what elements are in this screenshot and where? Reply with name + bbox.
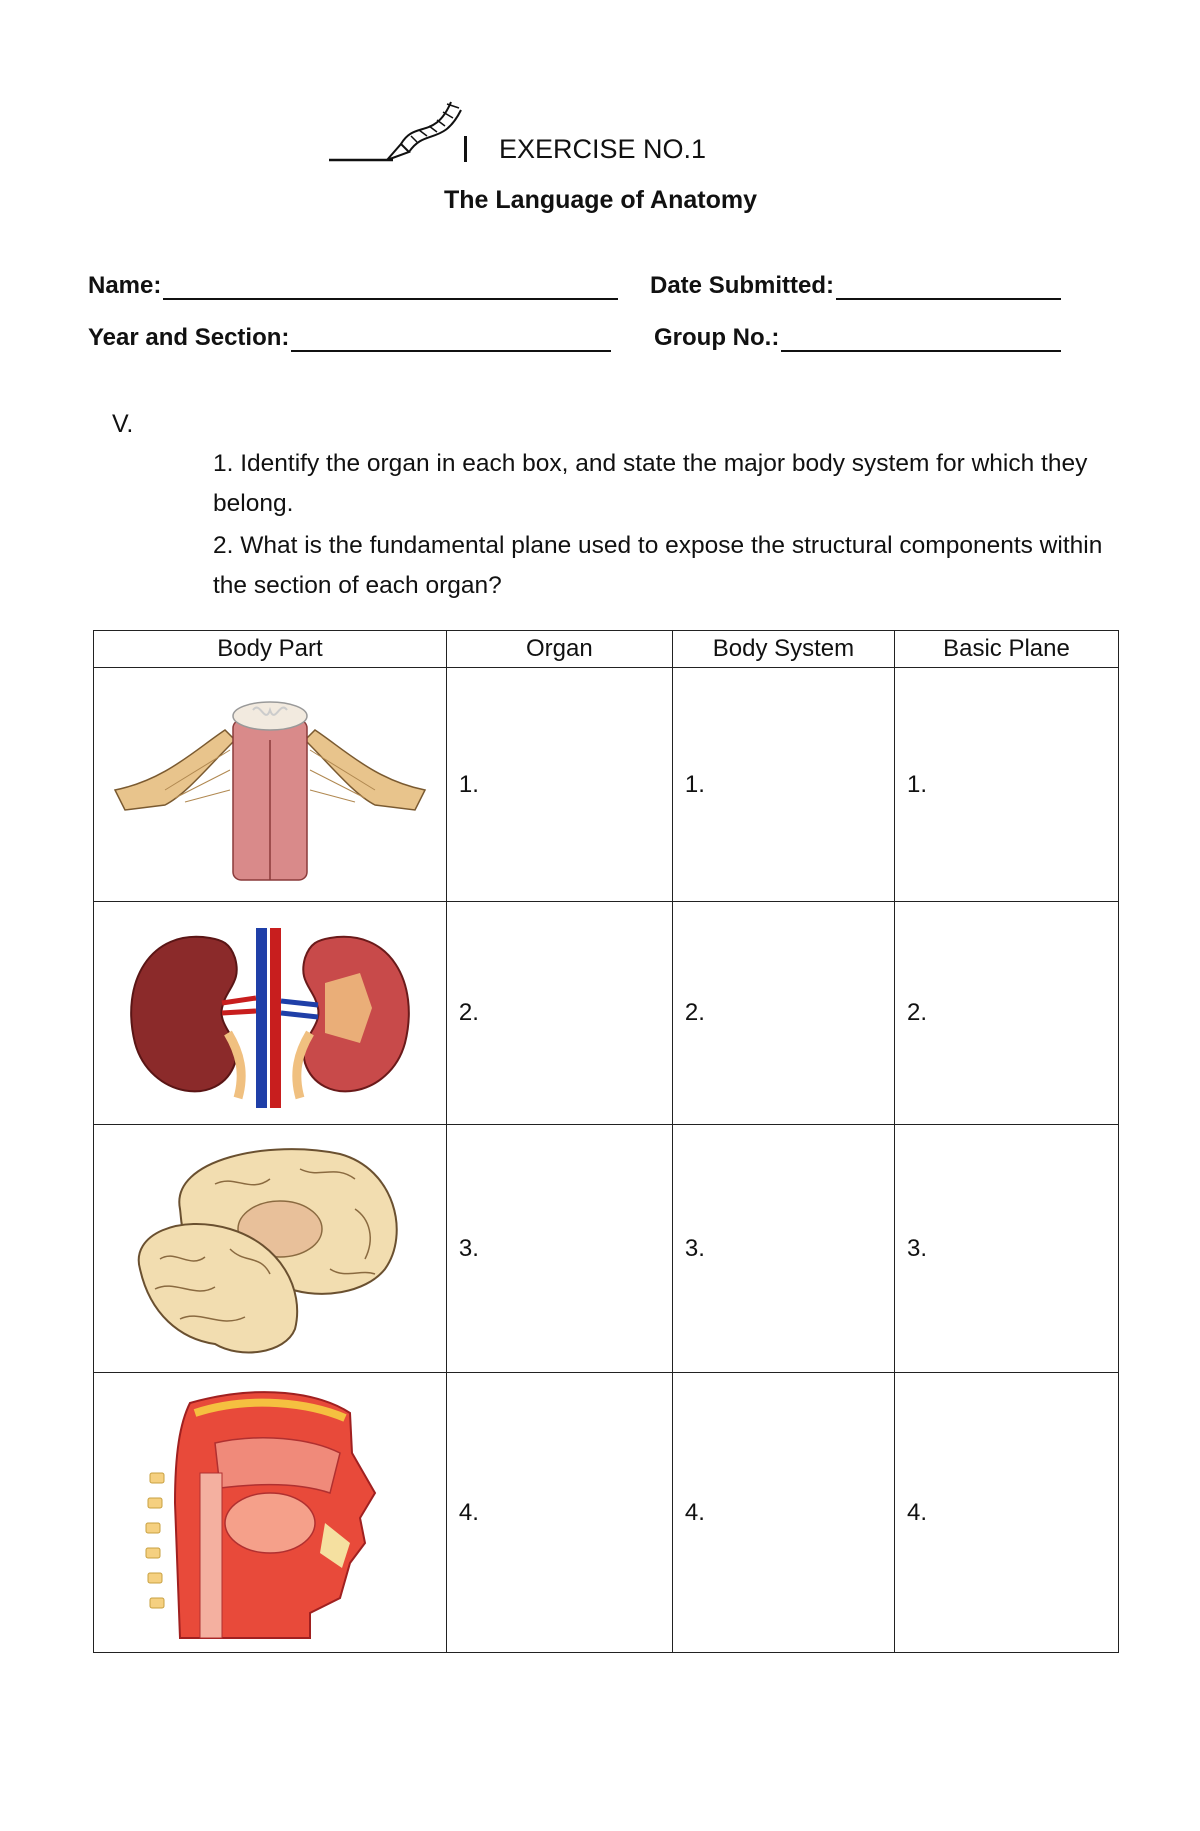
group-blank[interactable] <box>781 328 1061 352</box>
group-no-field[interactable] <box>654 324 1061 352</box>
brain-illustration <box>120 1139 420 1359</box>
organ-answer-3[interactable]: 3. <box>446 1125 672 1373</box>
name-label: Name: <box>88 272 162 299</box>
body-part-cell <box>94 668 447 902</box>
year-label: Year and Section: <box>88 324 290 351</box>
name-blank[interactable] <box>163 276 618 300</box>
body-part-cell <box>94 1373 447 1653</box>
exercise-title-text: EXERCISE NO.1 <box>499 134 707 164</box>
body-part-cell <box>94 902 447 1125</box>
system-answer-2[interactable]: 2. <box>672 902 894 1125</box>
page-subtitle: The Language of Anatomy <box>444 186 757 214</box>
section-number: V. <box>112 410 134 438</box>
group-label: Group No.: <box>654 324 780 351</box>
exercise-title <box>464 134 706 165</box>
plane-answer-3[interactable]: 3. <box>894 1125 1118 1373</box>
kidneys-illustration <box>110 913 430 1113</box>
anatomy-table <box>93 630 1119 1653</box>
head-sagittal-section-illustration <box>120 1383 420 1643</box>
header-body-system: Body System <box>672 631 894 668</box>
table-row <box>94 902 1119 1125</box>
plane-answer-4[interactable]: 4. <box>894 1373 1118 1653</box>
date-label: Date Submitted: <box>650 272 835 299</box>
table-header-row <box>94 631 1119 668</box>
organ-answer-1[interactable]: 1. <box>446 668 672 902</box>
header-organ: Organ <box>446 631 672 668</box>
table-row <box>94 1373 1119 1653</box>
header-body-part: Body Part <box>94 631 447 668</box>
system-answer-3[interactable]: 3. <box>672 1125 894 1373</box>
plane-answer-2[interactable]: 2. <box>894 902 1118 1125</box>
body-part-cell <box>94 1125 447 1373</box>
name-field[interactable] <box>88 272 618 300</box>
organ-answer-4[interactable]: 4. <box>446 1373 672 1653</box>
system-answer-4[interactable]: 4. <box>672 1373 894 1653</box>
table-row <box>94 1125 1119 1373</box>
dna-pen-icon <box>325 80 475 170</box>
organ-answer-2[interactable]: 2. <box>446 902 672 1125</box>
date-submitted-field[interactable] <box>650 272 1061 300</box>
year-blank[interactable] <box>291 328 611 352</box>
question-2: 2. What is the fundamental plane used to expose the structural components within the section of each organ? <box>213 532 1103 599</box>
spinal-cord-illustration <box>105 680 435 890</box>
plane-answer-1[interactable]: 1. <box>894 668 1118 902</box>
question-1: 1. Identify the organ in each box, and state the major body system for which they belong. <box>213 450 1088 517</box>
header-basic-plane: Basic Plane <box>894 631 1118 668</box>
system-answer-1[interactable]: 1. <box>672 668 894 902</box>
table-row <box>94 668 1119 902</box>
year-section-field[interactable] <box>88 324 611 352</box>
date-blank[interactable] <box>836 276 1061 300</box>
